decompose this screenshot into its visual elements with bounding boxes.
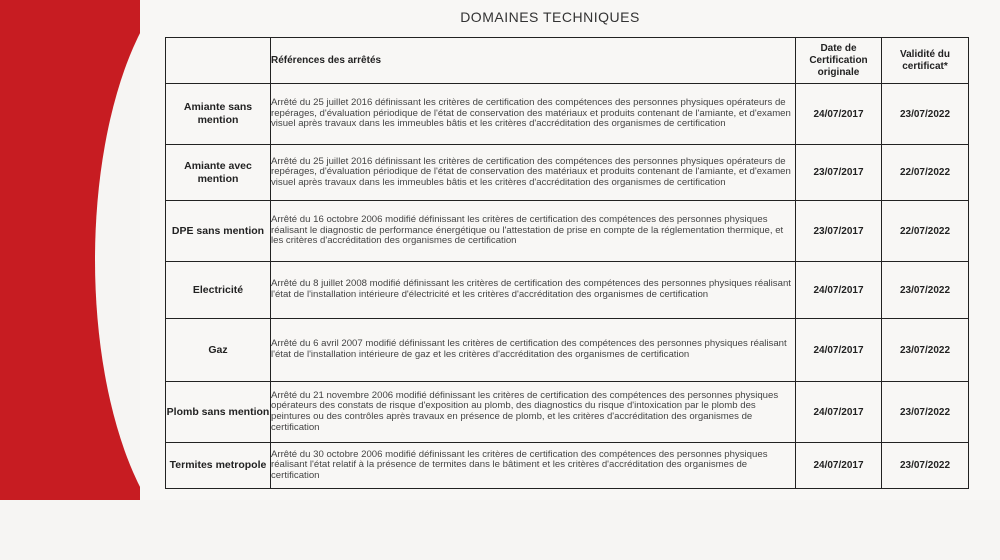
domain-name: Electricité	[166, 262, 271, 319]
reference-text: Arrêté du 8 juillet 2008 modifié définissant les critères de certification des compétences des personnes physiques réalisant l'état de l'installation intérieure d'électricité et les critères d'accréditation des organismes de certification	[271, 262, 796, 319]
domain-name: Gaz	[166, 319, 271, 382]
validity-date: 23/07/2022	[882, 319, 969, 382]
reference-text: Arrêté du 6 avril 2007 modifié définissant les critères de certification des compétences des personnes physiques réalisant l'état de l'installation intérieure de gaz et les critères d'accréditation des organismes de certification	[271, 319, 796, 382]
validity-date: 22/07/2022	[882, 145, 969, 201]
table-row	[166, 145, 969, 201]
table-row	[166, 443, 969, 489]
table-row	[166, 262, 969, 319]
header-validity: Validité du certificat*	[882, 38, 969, 84]
validity-date: 22/07/2022	[882, 201, 969, 262]
certification-date: 24/07/2017	[796, 319, 882, 382]
header-certification-date: Date de Certification originale	[796, 38, 882, 84]
domain-name: Amiante sans mention	[166, 84, 271, 145]
reference-text: Arrêté du 30 octobre 2006 modifié définissant les critères de certification des compétences des personnes physiques réalisant l'état relatif à la présence de termites dans le bâtiment et les critères d'accréditation des organismes de certification	[271, 443, 796, 489]
header-domain	[166, 38, 271, 84]
validity-date: 23/07/2022	[882, 443, 969, 489]
certification-date: 24/07/2017	[796, 262, 882, 319]
domain-name: DPE sans mention	[166, 201, 271, 262]
certification-date: 23/07/2017	[796, 201, 882, 262]
table-row	[166, 319, 969, 382]
table-row	[166, 201, 969, 262]
table-header-row	[166, 38, 969, 84]
domains-table	[165, 37, 969, 489]
section-title: DOMAINES TECHNIQUES	[460, 9, 640, 25]
validity-date: 23/07/2022	[882, 84, 969, 145]
certification-date: 24/07/2017	[796, 382, 882, 443]
validity-date: 23/07/2022	[882, 262, 969, 319]
certification-date: 24/07/2017	[796, 84, 882, 145]
reference-text: Arrêté du 25 juillet 2016 définissant les critères de certification des compétences des personnes physiques opérateurs de repérages, d'évaluation périodique de l'état de conservation des matériaux et produits contenant de l'amiante, et d'examen visuel après travaux dans les immeubles bâtis et les critères d'accréditation des organismes de certification	[271, 84, 796, 145]
domain-name: Termites metropole	[166, 443, 271, 489]
table-row	[166, 382, 969, 443]
reference-text: Arrêté du 21 novembre 2006 modifié définissant les critères de certification des compétences des personnes physiques opérateurs des constats de risque d'exposition au plomb, des diagnostics du risque d'intoxication par le plomb des peintures ou des contrôles après travaux en présence de plomb, et les critères d'accréditation des organismes de certification	[271, 382, 796, 443]
reference-text: Arrêté du 16 octobre 2006 modifié définissant les critères de certification des compétences des personnes physiques réalisant le diagnostic de performance énergétique ou l'attestation de prise en compte de la réglementation thermique, et les critères d'accréditation des organismes de certification	[271, 201, 796, 262]
validity-date: 23/07/2022	[882, 382, 969, 443]
certification-date: 24/07/2017	[796, 443, 882, 489]
table-row	[166, 84, 969, 145]
red-decorative-band	[0, 0, 150, 500]
domain-name: Amiante avec mention	[166, 145, 271, 201]
domain-name: Plomb sans mention	[166, 382, 271, 443]
certification-date: 23/07/2017	[796, 145, 882, 201]
header-references: Références des arrêtés	[271, 38, 796, 84]
reference-text: Arrêté du 25 juillet 2016 définissant les critères de certification des compétences des personnes physiques opérateurs de repérages, d'évaluation périodique de l'état de conservation des matériaux et produits contenant de l'amiante, et d'examen visuel après travaux dans les immeubles bâtis et les critères d'accréditation des organismes de certification	[271, 145, 796, 201]
